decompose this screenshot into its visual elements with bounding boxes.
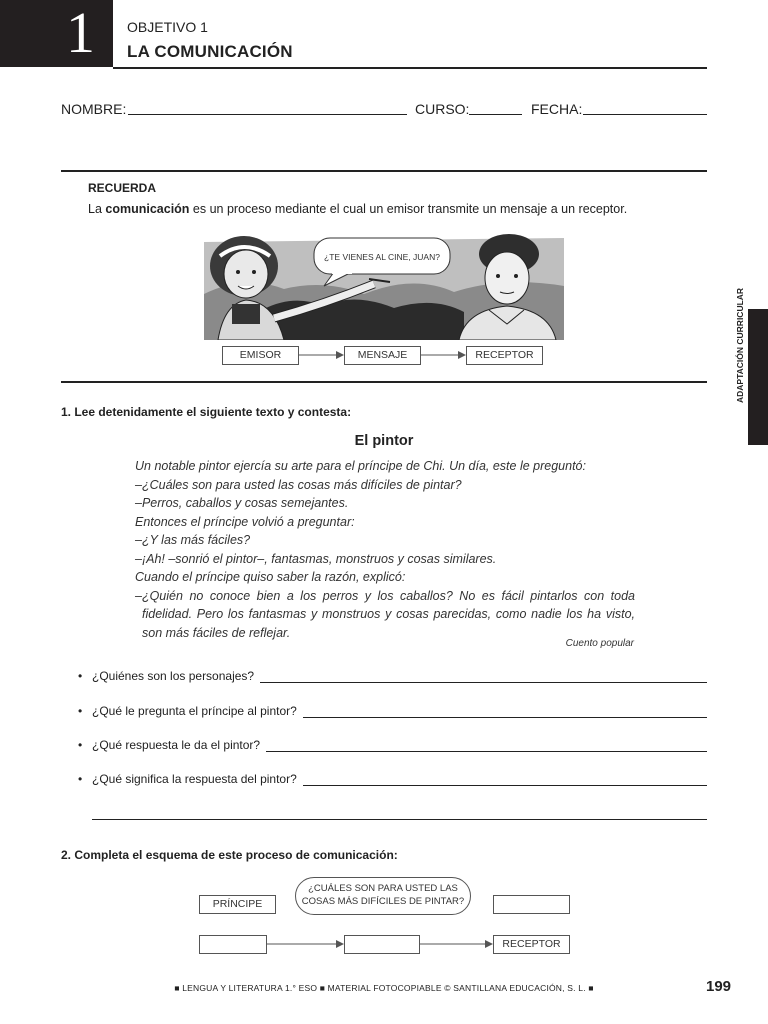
- bullet-icon: •: [78, 738, 83, 752]
- date-label: FECHA:: [531, 101, 583, 117]
- bullet-icon: •: [78, 704, 83, 718]
- story-text: [135, 457, 635, 642]
- bullet-icon: •: [78, 669, 83, 683]
- scheme-blank-box[interactable]: [493, 895, 570, 914]
- bullet-icon: •: [78, 772, 83, 786]
- answer-field[interactable]: [303, 773, 707, 786]
- scheme-blank-box[interactable]: [344, 935, 420, 954]
- arrow-right-icon: [266, 938, 344, 950]
- date-field[interactable]: [583, 114, 707, 115]
- objective-label: OBJETIVO 1: [127, 19, 208, 35]
- course-field[interactable]: [469, 114, 522, 115]
- arrow-right-icon: [419, 938, 493, 950]
- story-line: –¿Y las más fáciles?: [135, 533, 251, 547]
- bullet-text: ¿Qué respuesta le da el pintor?: [92, 738, 261, 752]
- bullet-text: ¿Qué le pregunta el príncipe al pintor?: [92, 704, 297, 718]
- question-bullet: [78, 669, 707, 683]
- scheme-receptor-box: RECEPTOR: [493, 935, 570, 954]
- footer-text: ■ LENGUA Y LITERATURA 1.° ESO ■ MATERIAL FOTOCOPIABLE © SANTILLANA EDUCACIÓN, S. L. ■: [174, 983, 594, 993]
- name-field[interactable]: [128, 114, 407, 115]
- scheme-principe-box: PRÍNCIPE: [199, 895, 276, 914]
- section-rule-top: [61, 170, 707, 172]
- side-label: ADAPTACIÓN CURRICULAR: [735, 287, 745, 403]
- story-line: –¡Ah! –sonrió el pintor–, fantasmas, monstruos y cosas similares.: [135, 551, 497, 566]
- question-1-title: 1. Lee detenidamente el siguiente texto y contesta:: [61, 405, 352, 419]
- story-line: Cuando el príncipe quiso saber la razón, explicó:: [135, 570, 406, 584]
- page-number: 199: [706, 978, 732, 995]
- side-tab: [748, 309, 768, 445]
- question-2-title: 2. Completa el esquema de este proceso de comunicación:: [61, 848, 398, 862]
- question-bullet: [78, 772, 707, 786]
- answer-field[interactable]: [303, 705, 707, 718]
- recuerda-heading: RECUERDA: [88, 181, 157, 195]
- page-title: LA COMUNICACIÓN: [127, 42, 293, 61]
- communication-illustration: [204, 234, 564, 340]
- section-rule-bottom: [61, 381, 707, 383]
- speech-text: ¿TE VIENES AL CINE, JUAN?: [324, 252, 440, 262]
- flow-receptor: RECEPTOR: [466, 346, 543, 365]
- unit-number: 1: [66, 0, 95, 65]
- flow-emisor: EMISOR: [222, 346, 299, 365]
- answer-field[interactable]: [266, 739, 707, 752]
- header-rule: [113, 67, 707, 69]
- story-title: El pintor: [354, 433, 414, 449]
- answer-field-extra[interactable]: [92, 819, 707, 820]
- bullet-text: ¿Qué significa la respuesta del pintor?: [92, 772, 297, 786]
- story-line: Entonces el príncipe volvió a preguntar:: [135, 514, 355, 529]
- course-label: CURSO:: [415, 101, 470, 117]
- question-bullet: [78, 738, 707, 752]
- question-bullet: [78, 704, 707, 718]
- recuerda-text: La comunicación es un proceso mediante el cual un emisor transmite un mensaje a un receptor.: [88, 202, 628, 216]
- story-source: Cuento popular: [565, 638, 634, 649]
- scheme-blank-box[interactable]: [199, 935, 267, 954]
- name-label: NOMBRE:: [61, 101, 127, 117]
- arrow-right-icon: [298, 349, 344, 361]
- story-line: –¿Quién no conoce bien a los perros y los caballos? No es fácil pintarlos con toda fidelidad. Pero los fantasmas y monstruos y cosas parecidas, como nadie los ha visto, son más fáciles de reflejar.: [135, 588, 635, 640]
- story-line: –¿Cuáles son para usted las cosas más difíciles de pintar?: [135, 477, 462, 492]
- flow-mensaje: MENSAJE: [344, 346, 421, 365]
- arrow-right-icon: [420, 349, 466, 361]
- bullet-text: ¿Quiénes son los personajes?: [92, 669, 255, 683]
- story-line: –Perros, caballos y cosas semejantes.: [135, 496, 349, 510]
- scheme-message-bubble: ¿CUÁLES SON PARA USTED LAS COSAS MÁS DIFÍCILES DE PINTAR?: [295, 877, 471, 915]
- story-line: Un notable pintor ejercía su arte para el príncipe de Chi. Un día, este le preguntó:: [135, 459, 586, 473]
- answer-field[interactable]: [260, 670, 707, 683]
